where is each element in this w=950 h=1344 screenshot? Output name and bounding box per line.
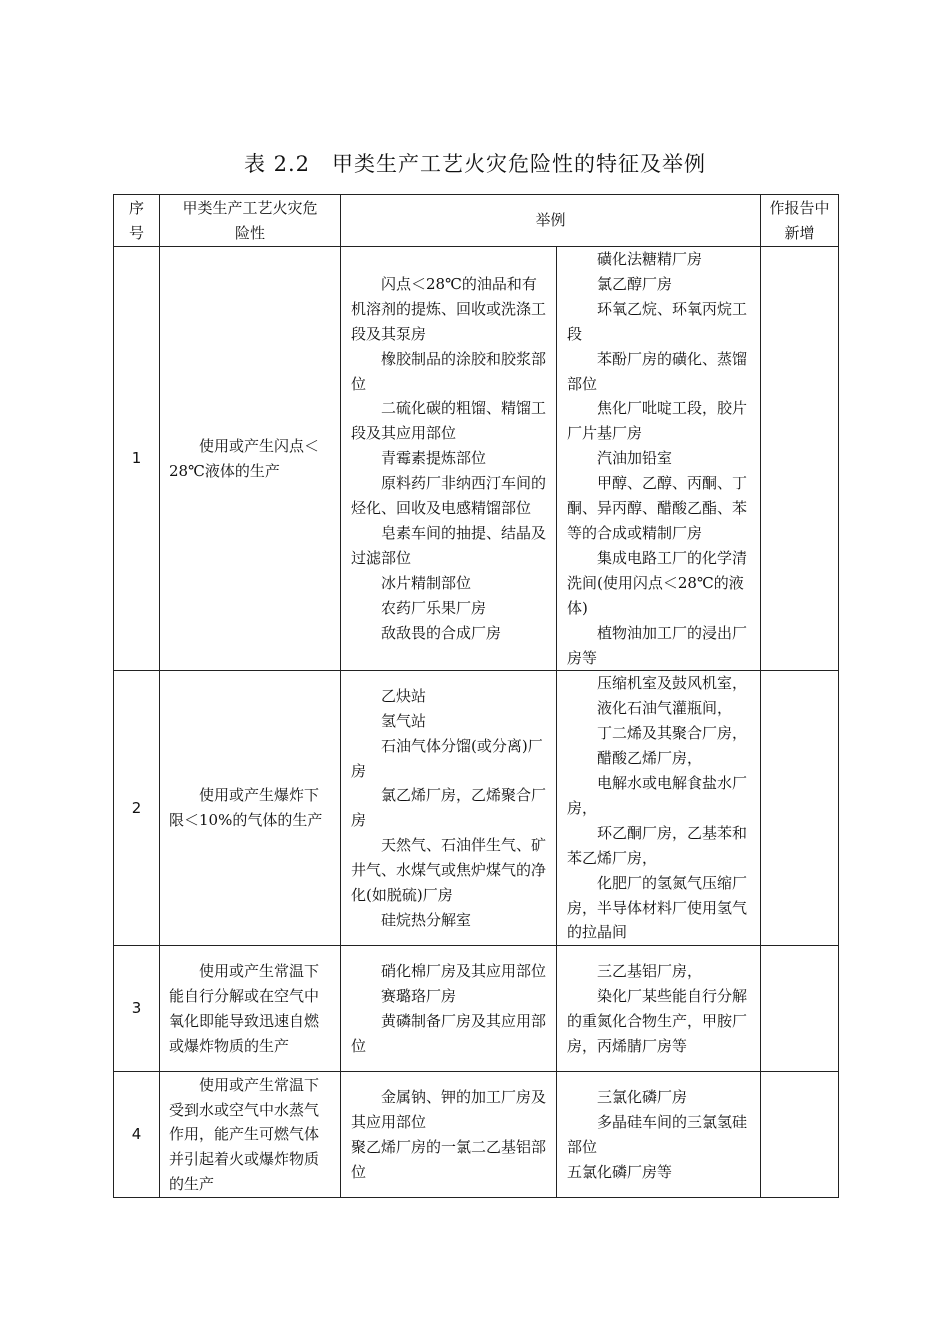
examples-right-cell <box>557 671 761 946</box>
example-item: 环乙酮厂房，乙基苯和苯乙烯厂房， <box>567 823 748 867</box>
example-item: 敌敌畏的合成厂房 <box>381 623 502 642</box>
example-item: 赛璐珞厂房 <box>381 986 457 1005</box>
example-item: 乙炔站 <box>381 686 427 705</box>
examples-left-cell <box>341 247 557 671</box>
example-item: 农药厂乐果厂房 <box>381 598 487 617</box>
examples-left-cell <box>341 1072 557 1198</box>
examples-left <box>341 684 556 933</box>
example-item: 多晶硅车间的三氯氢硅部位 <box>567 1112 748 1156</box>
new-cell <box>761 247 839 671</box>
example-item: 电解水或电解食盐水厂房， <box>567 774 748 817</box>
examples-right <box>557 959 760 1059</box>
examples-left-cell <box>341 671 557 946</box>
examples-left <box>341 272 556 646</box>
example-item: 三乙基铝厂房， <box>597 962 703 981</box>
example-item: 石油气体分馏(或分离)厂房 <box>351 736 543 780</box>
example-item: 苯酚厂房的磺化、蒸馏部位 <box>567 349 748 393</box>
example-item: 橡胶制品的涂胶和胶浆部位 <box>351 349 547 393</box>
example-item: 硝化棉厂房及其应用部位 <box>381 962 547 981</box>
example-item: 氯乙烯厂房，乙烯聚合厂房 <box>351 786 547 830</box>
example-item: 集成电路工厂的化学清洗间(使用闪点＜28℃的液体) <box>567 548 748 617</box>
header-examples: 举例 <box>341 195 761 247</box>
header-new: 作报告中新增 <box>761 195 839 247</box>
example-item: 黄磷制备厂房及其应用部位 <box>351 1011 547 1055</box>
examples-right <box>557 247 760 670</box>
table-row <box>114 671 839 946</box>
feature-cell <box>160 1072 341 1198</box>
examples-right <box>557 1085 760 1185</box>
table-row <box>114 247 839 671</box>
example-item: 二硫化碳的粗馏、精馏工段及其应用部位 <box>351 399 547 443</box>
feature-cell <box>160 671 341 946</box>
example-item: 液化石油气灌瓶间， <box>597 699 733 718</box>
example-item: 环氧乙烷、环氧丙烷工段 <box>567 299 748 343</box>
example-item: 氢气站 <box>381 711 427 730</box>
header-row <box>114 195 839 247</box>
example-item: 五氯化磷厂房等 <box>567 1162 673 1181</box>
table-row <box>114 1072 839 1198</box>
new-cell <box>761 671 839 946</box>
example-item: 冰片精制部位 <box>381 573 472 592</box>
example-item: 染化厂某些能自行分解的重氮化合物生产，甲胺厂房，丙烯腈厂房等 <box>567 986 748 1055</box>
feature-cell <box>160 247 341 671</box>
feature-text: 使用或产生常温下受到水或空气中水蒸气作用，能产生可燃气体并引起着火或爆炸物质的生产 <box>169 1075 320 1194</box>
example-item: 甲醇、乙醇、丙酮、丁酮、异丙醇、醋酸乙酯、苯等的合成或精制厂房 <box>567 474 748 542</box>
table-row <box>114 946 839 1072</box>
examples-right-cell <box>557 1072 761 1198</box>
examples-right-cell <box>557 946 761 1072</box>
example-item: 皂素车间的抽提、结晶及过滤部位 <box>351 523 547 567</box>
example-item: 植物油加工厂的浸出厂房等 <box>567 623 748 667</box>
row-number: 1 <box>114 247 160 671</box>
new-cell <box>761 1072 839 1198</box>
examples-left-cell <box>341 946 557 1072</box>
example-item: 汽油加铅室 <box>597 449 673 468</box>
feature-text: 使用或产生常温下能自行分解或在空气中氧化即能导致迅速自燃或爆炸物质的生产 <box>169 962 320 1055</box>
example-item: 天然气、石油伴生气、矿井气、水煤气或焦炉煤气的净化(如脱硫)厂房 <box>351 836 547 905</box>
new-cell <box>761 946 839 1072</box>
examples-right <box>557 671 760 945</box>
header-feature: 甲类生产工艺火灾危险性 <box>160 195 341 247</box>
row-number: 3 <box>114 946 160 1072</box>
header-no: 序号 <box>114 195 160 247</box>
example-item: 焦化厂吡啶工段，胶片厂片基厂房 <box>567 399 748 443</box>
example-item: 醋酸乙烯厂房， <box>597 749 703 768</box>
hazard-table <box>113 194 839 1198</box>
example-item: 硅烷热分解室 <box>381 911 472 930</box>
row-number: 4 <box>114 1072 160 1198</box>
examples-left <box>341 959 556 1059</box>
example-item: 闪点＜28℃的油品和有机溶剂的提炼、回收或洗涤工段及其泵房 <box>351 274 547 343</box>
row-number: 2 <box>114 671 160 946</box>
feature-text: 使用或产生爆炸下限＜10%的气体的生产 <box>169 786 323 830</box>
example-item: 聚乙烯厂房的一氯二乙基铝部位 <box>351 1137 547 1181</box>
example-item: 丁二烯及其聚合厂房， <box>597 724 748 743</box>
example-item: 青霉素提炼部位 <box>381 449 487 468</box>
example-item: 原料药厂非纳西汀车间的烃化、回收及电感精馏部位 <box>351 474 547 518</box>
example-item: 化肥厂的氢氮气压缩厂房，半导体材料厂使用氢气的拉晶间 <box>567 873 748 942</box>
examples-right-cell <box>557 247 761 671</box>
example-item: 金属钠、钾的加工厂房及其应用部位 <box>351 1088 547 1131</box>
feature-text: 使用或产生闪点＜28℃液体的生产 <box>169 436 320 480</box>
example-item: 氯乙醇厂房 <box>597 274 673 293</box>
example-item: 三氯化磷厂房 <box>597 1088 688 1107</box>
table-title: 表 2.2 甲类生产工艺火灾危险性的特征及举例 <box>243 152 707 176</box>
feature-cell <box>160 946 341 1072</box>
example-item: 磺化法糖精厂房 <box>597 250 703 268</box>
example-item: 压缩机室及鼓风机室， <box>597 674 748 693</box>
examples-left <box>341 1085 556 1185</box>
